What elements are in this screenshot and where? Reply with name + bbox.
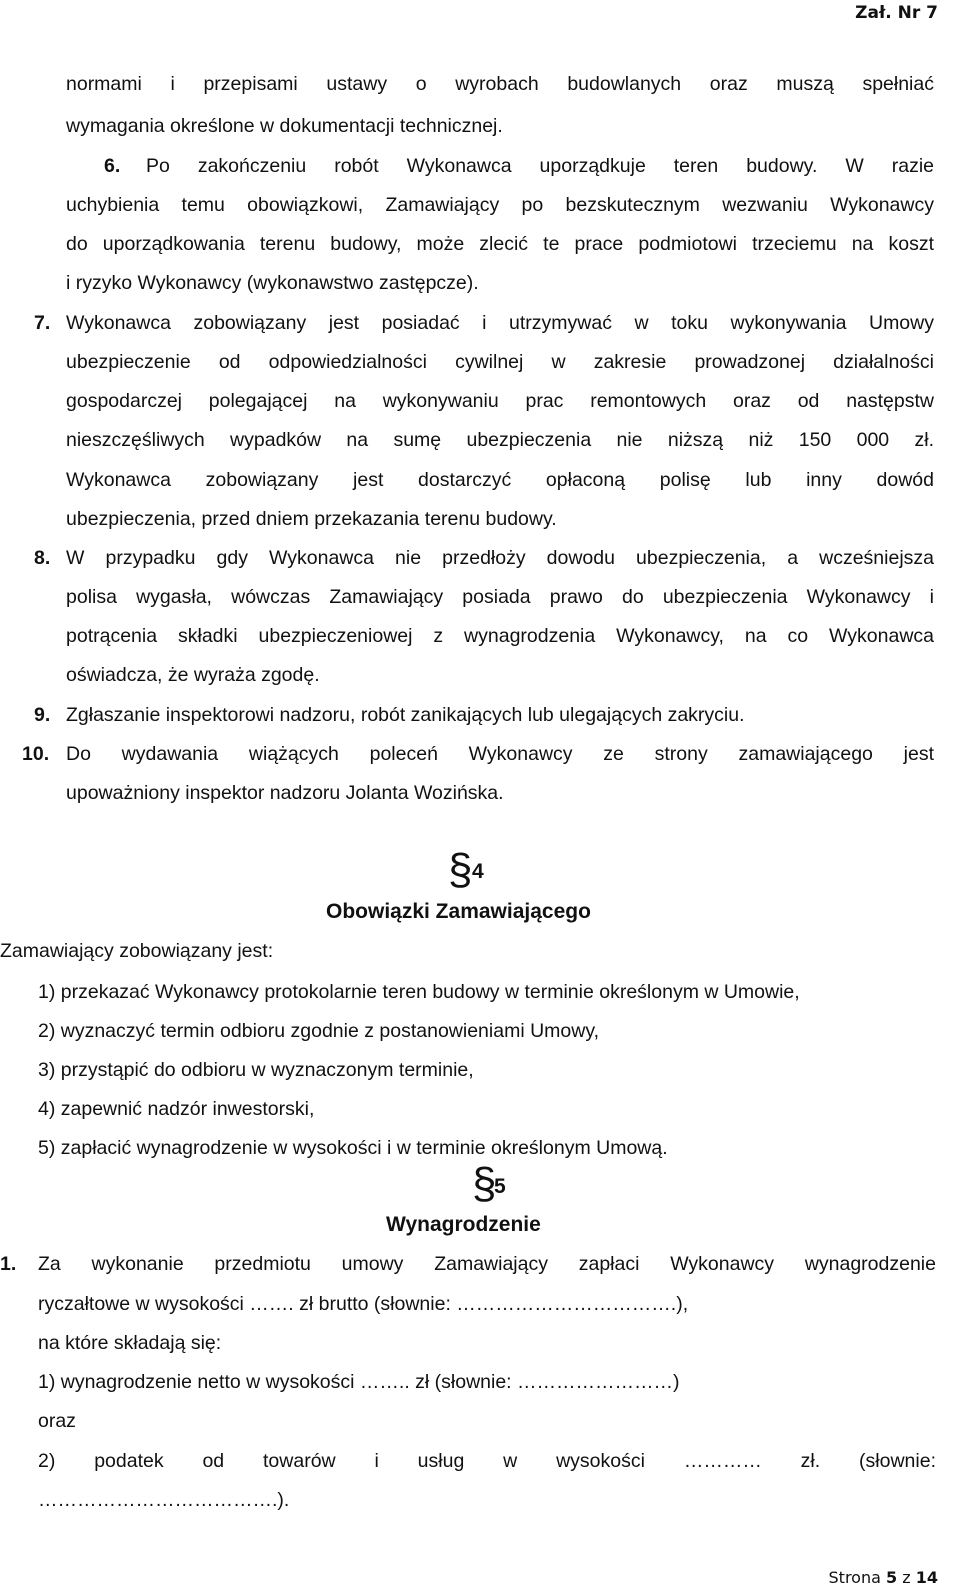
item-6-line-1: Po zakończeniu robót Wykonawca uporządkuje teren budowy. W razie — [146, 155, 934, 177]
page-number-current: 5 — [886, 1568, 898, 1587]
section-4-title: Obowiązki Zamawiającego — [326, 900, 591, 923]
item-9-line-1: Zgłaszanie inspektorowi nadzoru, robót zanikających lub ulegających zakryciu. — [66, 704, 745, 726]
section-4-item-1: 1) przekazać Wykonawcy protokolarnie teren budowy w terminie określonym w Umowie, — [38, 981, 800, 1003]
page-number-footer — [829, 1568, 938, 1587]
section-5-title: Wynagrodzenie — [386, 1213, 541, 1236]
item-10-number: 10. — [22, 743, 50, 765]
item-8-number: 8. — [34, 547, 51, 569]
item-10-line-2: upoważniony inspektor nadzoru Jolanta Wozińska. — [66, 782, 504, 804]
item-7-line-3: gospodarczej polegającej na wykonywaniu prac remontowych oraz od następstw — [66, 390, 934, 412]
item-6-line-3: do uporządkowania terenu budowy, może zlecić te prace podmiotowi trzeciemu na koszt — [66, 233, 934, 255]
item-6-line-4: i ryzyko Wykonawcy (wykonawstwo zastępcze). — [66, 272, 479, 294]
item-7-line-6: ubezpieczenia, przed dniem przekazania terenu budowy. — [66, 508, 557, 530]
section-5-line-2: ryczałtowe w wysokości ……. zł brutto (słownie: …………………………….), — [38, 1293, 689, 1315]
page-number-total: 14 — [915, 1568, 938, 1587]
intro-line-1: normami i przepisami ustawy o wyrobach budowlanych oraz muszą spełniać — [66, 73, 934, 95]
item-7-number: 7. — [34, 312, 51, 334]
section-5-point-1-number: 1. — [0, 1253, 17, 1275]
item-8-line-2: polisa wygasła, wówczas Zamawiający posiada prawo do ubezpieczenia Wykonawcy i — [66, 586, 934, 608]
item-7-line-1: Wykonawca zobowiązany jest posiadać i utrzymywać w toku wykonywania Umowy — [66, 312, 934, 334]
section-4-item-5: 5) zapłacić wynagrodzenie w wysokości i w terminie określonym Umową. — [38, 1137, 668, 1159]
item-10-line-1: Do wydawania wiążących poleceń Wykonawcy ze strony zamawiającego jest — [66, 743, 934, 765]
item-8-line-3: potrącenia składki ubezpieczeniowej z wynagrodzenia Wykonawcy, na co Wykonawca — [66, 625, 934, 647]
section-5-number: 5 — [494, 1175, 506, 1198]
section-4-item-4: 4) zapewnić nadzór inwestorski, — [38, 1098, 315, 1120]
section-5-line-4: 1) wynagrodzenie netto w wysokości …….. zł (słownie: ……………………) — [38, 1371, 680, 1393]
item-7-line-5: Wykonawca zobowiązany jest dostarczyć opłaconą polisę lub inny dowód — [66, 469, 934, 491]
intro-line-2: wymagania określone w dokumentacji technicznej. — [66, 115, 503, 137]
section-4-paragraph-symbol: § — [448, 845, 473, 894]
item-9-number: 9. — [34, 704, 51, 726]
section-5-line-1: Za wykonanie przedmiotu umowy Zamawiający zapłaci Wykonawcy wynagrodzenie — [38, 1253, 936, 1275]
section-5-line-6: 2) podatek od towarów i usług w wysokości ………… zł. (słownie: — [38, 1450, 936, 1472]
section-5-paragraph-symbol: § — [472, 1159, 497, 1208]
item-6-line-2: uchybienia temu obowiązkowi, Zamawiający po bezskutecznym wezwaniu Wykonawcy — [66, 194, 934, 216]
page-number-separator: z — [902, 1568, 911, 1587]
attachment-label: Zał. Nr 7 — [855, 3, 938, 23]
item-6-number: 6. — [104, 155, 121, 177]
section-5-line-3: na które składają się: — [38, 1332, 222, 1354]
section-4-item-2: 2) wyznaczyć termin odbioru zgodnie z postanowieniami Umowy, — [38, 1020, 600, 1042]
section-5-line-7: ……………………………….). — [38, 1489, 290, 1511]
section-5-line-5: oraz — [38, 1410, 76, 1432]
section-4-item-3: 3) przystąpić do odbioru w wyznaczonym terminie, — [38, 1059, 474, 1081]
item-7-line-2: ubezpieczenie od odpowiedzialności cywilnej w zakresie prowadzonej działalności — [66, 351, 934, 373]
item-8-line-4: oświadcza, że wyraża zgodę. — [66, 664, 320, 686]
item-7-line-4: nieszczęśliwych wypadków na sumę ubezpieczenia nie niższą niż 150 000 zł. — [66, 429, 934, 451]
section-4-number: 4 — [472, 860, 484, 883]
section-4-lead: Zamawiający zobowiązany jest: — [0, 940, 274, 962]
page-number-prefix: Strona — [828, 1568, 881, 1587]
item-8-line-1: W przypadku gdy Wykonawca nie przedłoży dowodu ubezpieczenia, a wcześniejsza — [66, 547, 934, 569]
